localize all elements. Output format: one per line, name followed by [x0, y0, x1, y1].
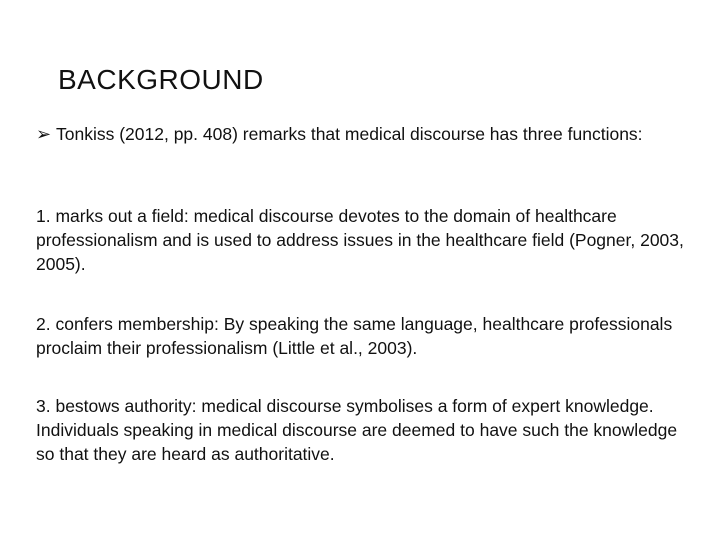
function-point-3: 3. bestows authority: medical discourse symbolises a form of expert knowledge. Individuals speaking in medical discourse are deemed to have such the knowledge so that they are heard as authoritative. — [36, 396, 678, 464]
function-point-1: 1. marks out a field: medical discourse devotes to the domain of healthcare professionalism and is used to address issues in the healthcare field (Pogner, 2003, 2005). — [36, 206, 684, 274]
slide-title: BACKGROUND — [58, 64, 264, 95]
arrow-bullet-icon: ➢ — [36, 124, 52, 144]
function-point-2: 2. confers membership: By speaking the same language, healthcare professionals proclaim their professionalism (Little et al., 2003). — [36, 314, 673, 358]
bullet-item — [36, 122, 676, 146]
bullet-text: Tonkiss (2012, pp. 408) remarks that medical discourse has three functions: — [56, 124, 643, 144]
